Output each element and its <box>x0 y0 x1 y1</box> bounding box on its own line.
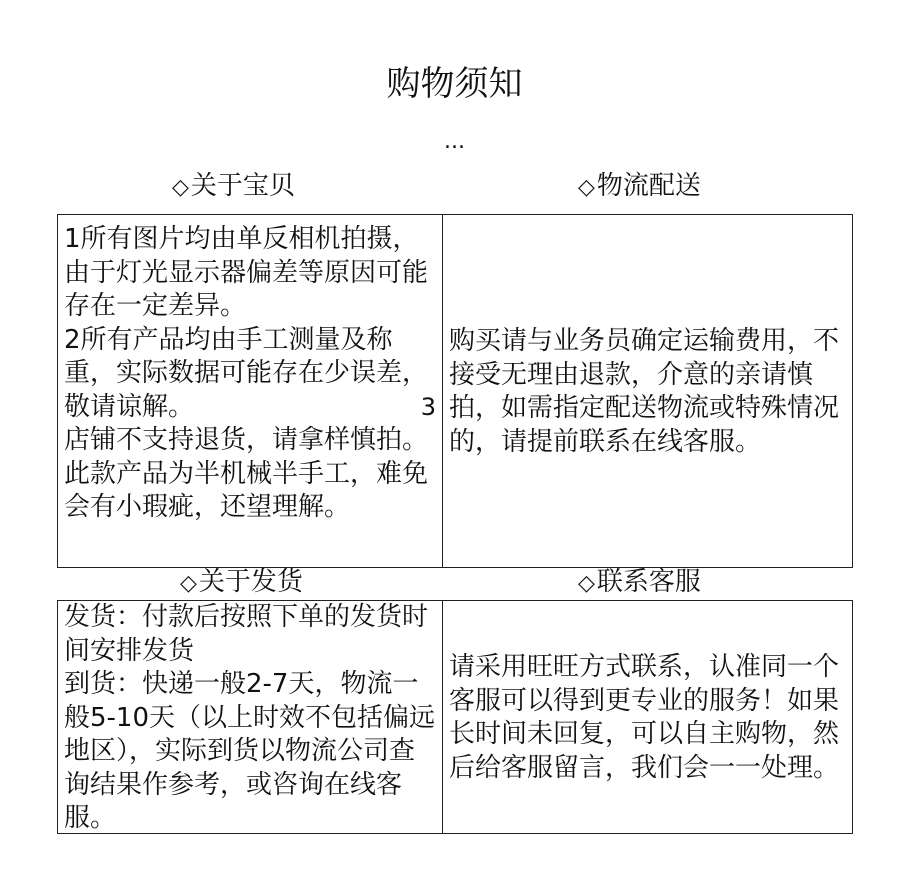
heading-shipping-label: 关于发货 <box>198 567 303 597</box>
info-table-top <box>57 214 853 568</box>
info-table-bottom <box>57 600 853 834</box>
diamond-icon: ◇ <box>578 175 595 200</box>
heading-service-label: 联系客服 <box>596 567 701 597</box>
heading-about-item <box>172 170 295 204</box>
ellipsis-text: ... <box>444 129 465 154</box>
heading-about-item-label: 关于宝贝 <box>190 171 295 201</box>
cell-logistics <box>442 215 852 567</box>
service-text: 请采用旺旺方式联系，认准同一个客服可以得到更专业的服务！如果长时间未回复，可以自主购物，然后给客服留言，我们会一一处理。 <box>449 652 840 783</box>
diamond-icon: ◇ <box>578 571 595 596</box>
heading-service <box>578 566 701 600</box>
cell-about-item <box>58 215 442 567</box>
logistics-text: 购买请与业务员确定运输费用，不接受无理由退款，介意的亲请慎拍，如需指定配送物流或特殊情况的，请提前联系在线客服。 <box>449 326 840 457</box>
heading-logistics <box>578 170 701 204</box>
heading-logistics-label: 物流配送 <box>596 171 701 201</box>
cell-shipping <box>58 601 442 833</box>
diamond-icon: ◇ <box>172 175 189 200</box>
cell-service <box>442 601 852 833</box>
page-title: 购物须知 <box>386 64 523 104</box>
about-item-text: 1所有图片均由单反相机拍摄，由于灯光显示器偏差等原因可能存在一定差异。 2所有产品均由手工测量及称重，实际数据可能存在少误差，敬请谅解。 店铺不支持退货，请拿样慎拍。此款产品为半机械半手工，难免会有小瑕疵，还望理解。 <box>64 224 429 522</box>
shipping-text: 发货：付款后按照下单的发货时间安排发货 到货：快递一般2-7天，物流一般5-10天（以上时效不包括偏远地区），实际到货以物流公司查询结果作参考，或咨询在线客服。 <box>64 602 436 833</box>
stray-number: 3 <box>420 393 437 421</box>
heading-shipping <box>180 566 303 600</box>
diamond-icon: ◇ <box>180 571 197 596</box>
